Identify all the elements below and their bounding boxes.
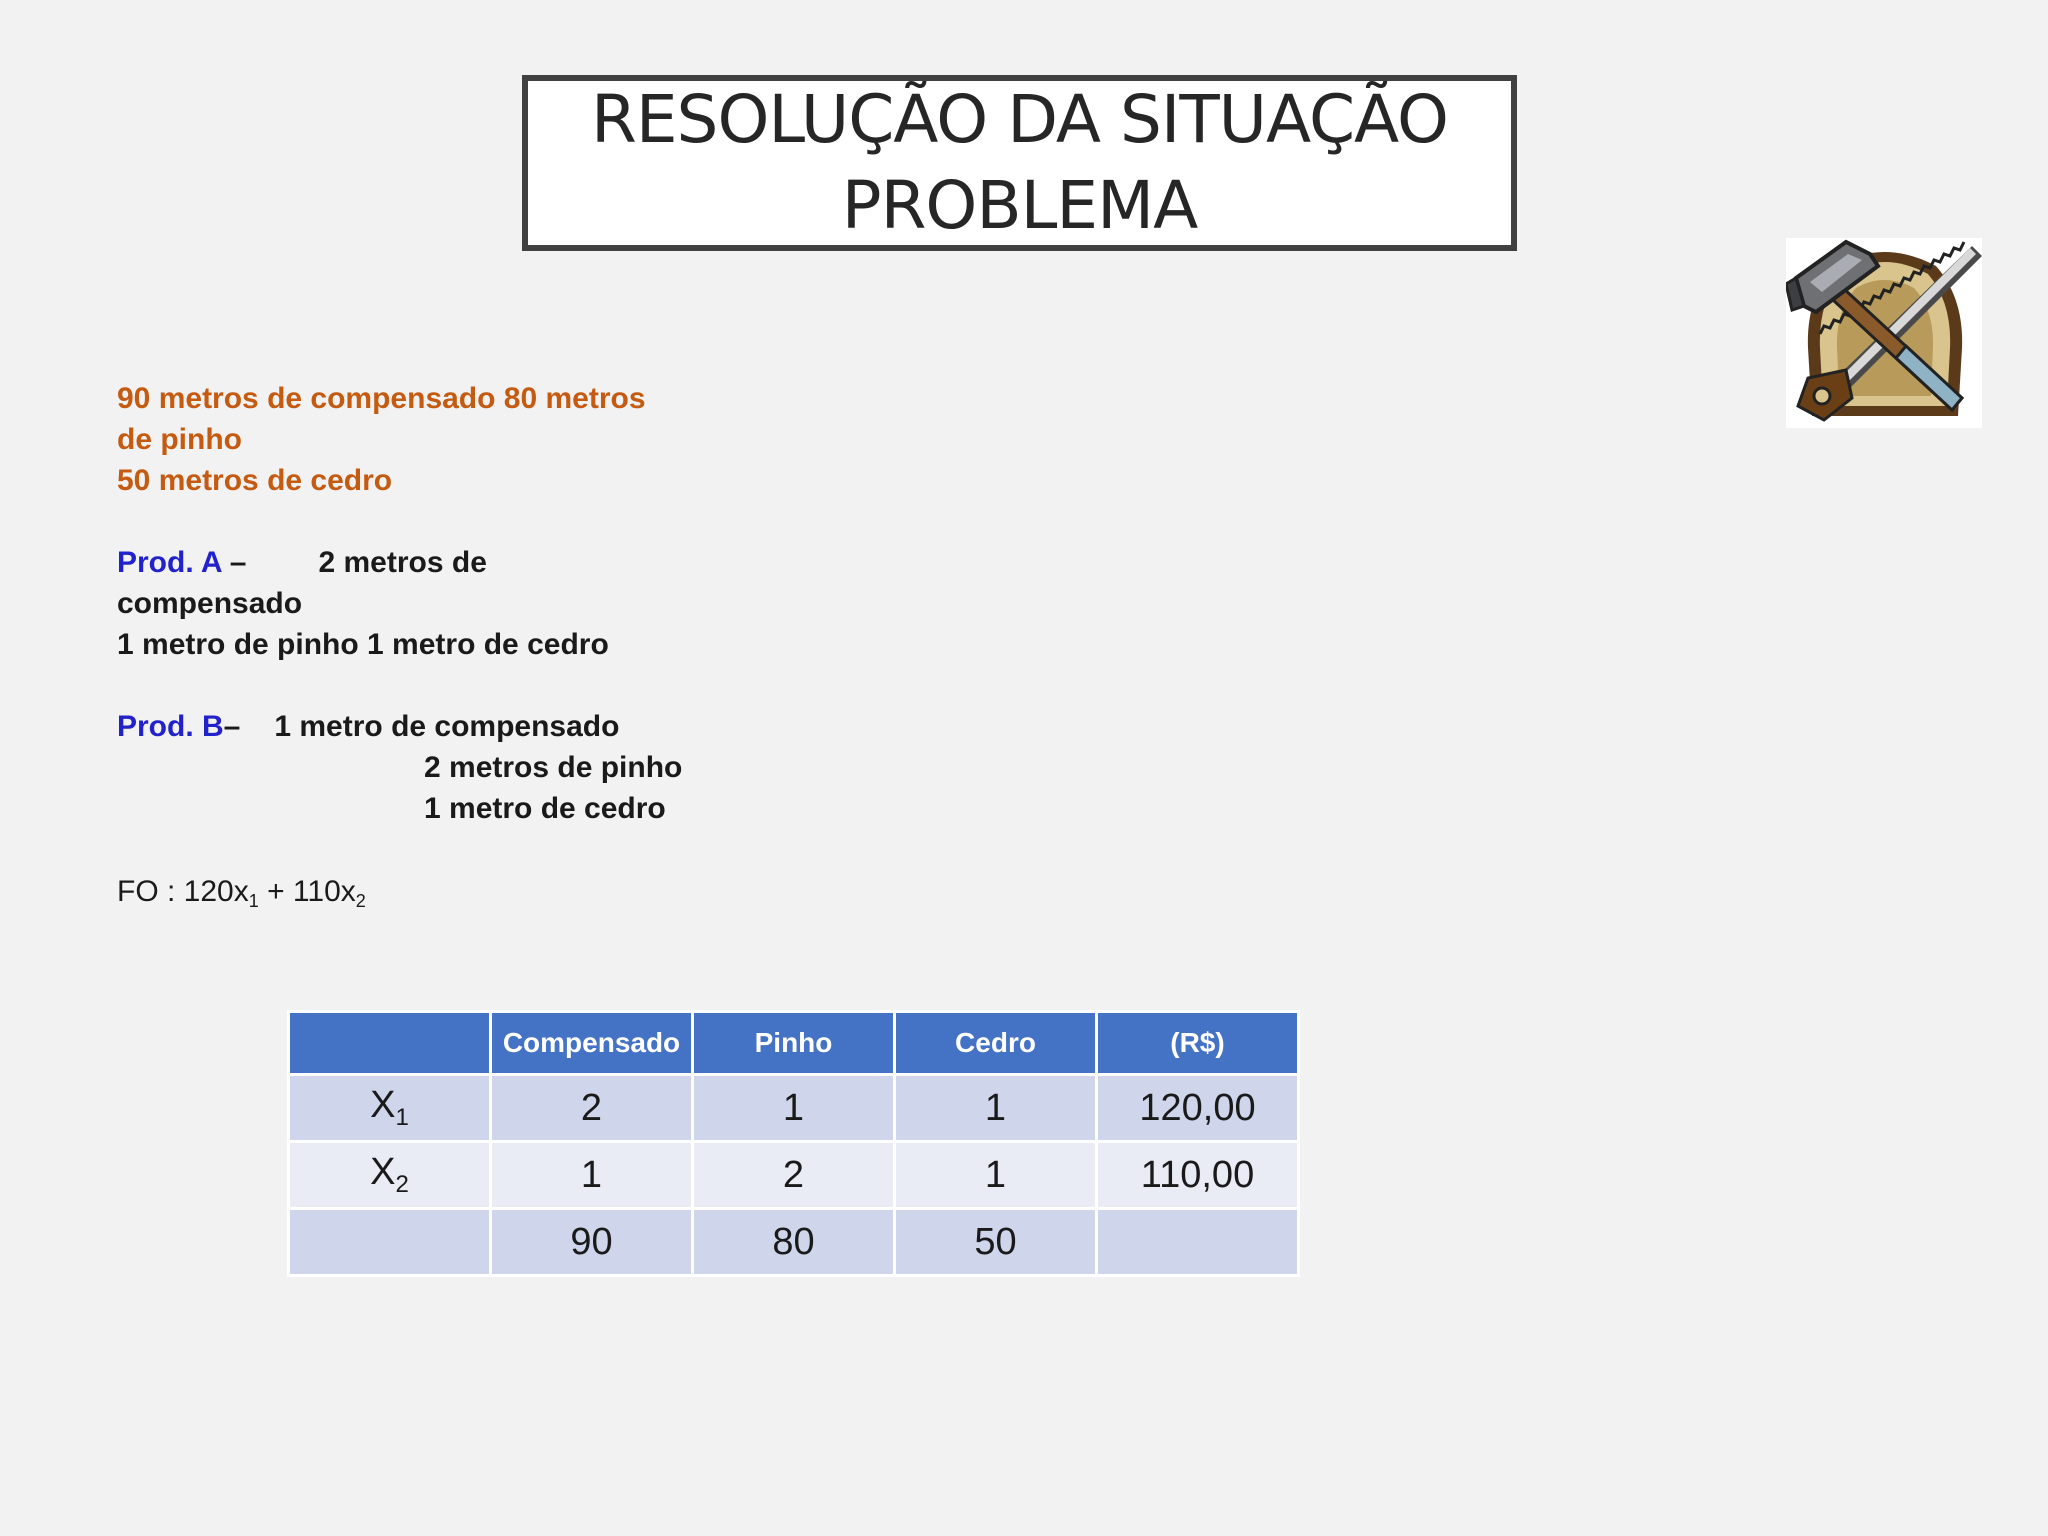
table-cell: 1 — [895, 1075, 1097, 1142]
prod-b-item2: 2 metros de pinho — [424, 751, 683, 784]
title-box — [522, 75, 1517, 251]
fo-middle: + 110x — [258, 875, 356, 908]
table-header-row — [289, 1012, 1299, 1075]
materials-text — [117, 378, 646, 501]
data-table — [287, 1010, 1300, 1277]
prod-a-dash: – — [221, 546, 247, 579]
table-cell: 1 — [491, 1142, 693, 1209]
table-cell: 1 — [693, 1075, 895, 1142]
prod-b-item3: 1 metro de cedro — [424, 792, 666, 825]
prod-a-item1-part1: 2 metros de — [318, 546, 487, 579]
prod-a-item1-part2: compensado — [117, 587, 303, 620]
table-cell: 80 — [693, 1209, 895, 1276]
prod-a-label: Prod. A — [117, 546, 222, 579]
prod-b-dash: – — [223, 710, 241, 743]
fo-sub-1: 1 — [248, 891, 259, 911]
table-cell: 90 — [491, 1209, 693, 1276]
objective-function — [117, 875, 366, 912]
table-cell: 1 — [895, 1142, 1097, 1209]
table-cell: 50 — [895, 1209, 1097, 1276]
table-header-cell: Compensado — [491, 1012, 693, 1075]
table-header-cell: Cedro — [895, 1012, 1097, 1075]
carpentry-tools-icon — [1786, 238, 1982, 428]
materials-line-1: 90 metros de compensado 80 metros — [117, 382, 646, 415]
prod-b-block — [117, 706, 682, 829]
table-cell-var: $X_2$ — [289, 1142, 491, 1209]
table-header-cell — [289, 1012, 491, 1075]
prod-a-block — [117, 542, 609, 665]
table-cell: 120,00 — [1097, 1075, 1299, 1142]
table-cell: 2 — [693, 1142, 895, 1209]
table-cell: 2 — [491, 1075, 693, 1142]
table-header-cell: (R$) — [1097, 1012, 1299, 1075]
table-row — [289, 1142, 1299, 1209]
title-line-1: RESOLUÇÃO DA SITUAÇÃO — [591, 81, 1448, 158]
prod-a-line3: 1 metro de pinho 1 metro de cedro — [117, 628, 609, 661]
title-line-2: PROBLEMA — [841, 167, 1198, 244]
prod-b-label: Prod. B — [117, 710, 224, 743]
table-row — [289, 1075, 1299, 1142]
table-row — [289, 1209, 1299, 1276]
prod-b-item1: 1 metro de compensado — [274, 710, 620, 743]
table-header-cell: Pinho — [693, 1012, 895, 1075]
fo-sub-2: 2 — [355, 891, 366, 911]
fo-prefix: FO : 120x — [117, 875, 249, 908]
table-cell — [1097, 1209, 1299, 1276]
table-cell: 110,00 — [1097, 1142, 1299, 1209]
materials-line-2: de pinho — [117, 423, 242, 456]
table-cell-var: $X_1$ — [289, 1075, 491, 1142]
table-cell-var — [289, 1209, 491, 1276]
materials-line-3: 50 metros de cedro — [117, 464, 393, 497]
